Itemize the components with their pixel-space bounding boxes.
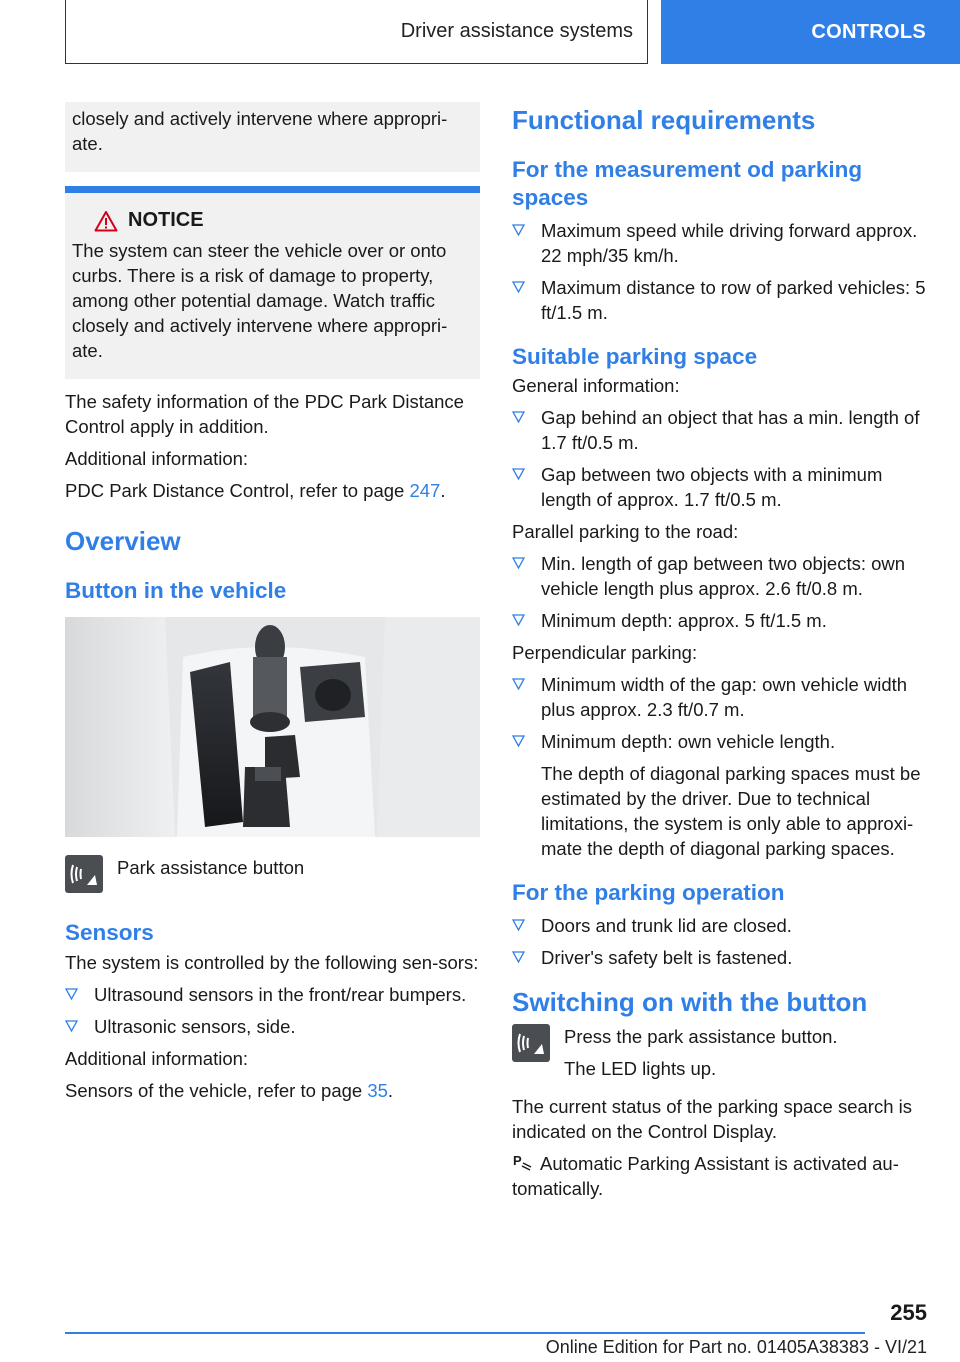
- triangle-bullet-icon: [512, 411, 525, 423]
- page-header: [0, 0, 960, 66]
- suitable-heading: Suitable parking space: [512, 344, 758, 369]
- triangle-bullet-icon: [512, 678, 525, 690]
- list-item: Gap between two objects with a minimum length of approx. 1.7 ft/0.5 m.: [512, 462, 932, 512]
- button-caption-row: [65, 855, 480, 893]
- switch-step-1: Press the park assistance button.: [564, 1026, 838, 1047]
- intro-text: closely and actively intervene where appropri-ate.: [72, 108, 448, 154]
- intro-box: [65, 102, 480, 172]
- pdc-reference: PDC Park Distance Control, refer to page 247.: [65, 480, 446, 501]
- triangle-bullet-icon: [512, 281, 525, 293]
- measurement-heading: For the measurement od parking spaces: [512, 157, 863, 210]
- list-item: Doors and trunk lid are closed.: [512, 913, 932, 938]
- center-console-image: [65, 617, 480, 837]
- parallel-list: [512, 551, 932, 633]
- triangle-bullet-icon: [512, 735, 525, 747]
- general-list: [512, 405, 932, 512]
- pdc-ref-text: PDC Park Distance Control, refer to page: [65, 480, 410, 501]
- switch-step-2: The LED lights up.: [564, 1058, 717, 1079]
- park-assist-button-icon: [65, 855, 103, 893]
- triangle-bullet-icon: [512, 951, 525, 963]
- pdc-page-link[interactable]: 247: [409, 480, 441, 501]
- list-item: Minimum depth: approx. 5 ft/1.5 m.: [512, 608, 932, 633]
- list-item: Driver's safety belt is fastened.: [512, 945, 932, 970]
- triangle-bullet-icon: [512, 557, 525, 569]
- list-item: Minimum width of the gap: own vehicle width plus approx. 2.3 ft/0.7 m.: [512, 672, 932, 722]
- sensors-ref-text: Sensors of the vehicle, refer to page: [65, 1080, 368, 1101]
- notice-title: NOTICE: [128, 209, 204, 231]
- footer-edition: Online Edition for Part no. 01405A38383 - VI/21: [545, 1337, 927, 1357]
- switch-step-row: [512, 1024, 932, 1081]
- sensors-reference: Sensors of the vehicle, refer to page 35.: [65, 1080, 394, 1101]
- chapter-tab[interactable]: CONTROLS: [661, 0, 960, 64]
- triangle-bullet-icon: [512, 919, 525, 931]
- list-item: Maximum speed while driving forward approx. 22 mph/35 km/h.: [512, 218, 932, 268]
- list-item: Min. length of gap between two objects: own vehicle length plus approx. 2.6 ft/0.8 m.: [512, 551, 932, 601]
- functional-heading: Functional requirements: [512, 105, 816, 135]
- triangle-bullet-icon: [65, 988, 78, 1000]
- perpendicular-note: The depth of diagonal parking spaces must be estimated by the driver. Due to technical limitations, the system is only able to approxi-mate the depth of diagonal parking spaces.: [541, 763, 921, 859]
- button-heading: Button in the vehicle: [65, 578, 287, 603]
- sensors-page-link[interactable]: 35: [367, 1080, 388, 1101]
- triangle-bullet-icon: [512, 468, 525, 480]
- triangle-bullet-icon: [512, 614, 525, 626]
- warning-icon: [94, 210, 118, 232]
- list-item: Gap behind an object that has a min. length of 1.7 ft/0.5 m.: [512, 405, 932, 455]
- list-item: Ultrasound sensors in the front/rear bumpers.: [65, 982, 480, 1007]
- notice-body: The system can steer the vehicle over or onto curbs. There is a risk of damage to property, among other potential damage. Watch traffic closely and actively intervene where appropri-ate.: [72, 240, 448, 361]
- auto-activation-text: P Automatic Parking Assistant is activated au-tomatically.: [512, 1153, 899, 1199]
- park-assist-button-icon: [512, 1024, 550, 1062]
- notice-heading: [72, 209, 472, 232]
- sensors-list: [65, 982, 480, 1039]
- sensors-heading: Sensors: [65, 920, 154, 945]
- svg-text:P: P: [513, 1153, 522, 1168]
- right-column: [512, 102, 932, 1201]
- perpendicular-list: [512, 672, 932, 861]
- switch-heading: Switching on with the button: [512, 987, 868, 1017]
- parallel-label: Parallel parking to the road:: [512, 521, 739, 542]
- general-label: General information:: [512, 375, 680, 396]
- sensors-additional: Additional information:: [65, 1048, 249, 1069]
- notice-box: [65, 186, 480, 379]
- list-item: Minimum depth: own vehicle length. The depth of diagonal parking spaces must be estimated by the driver. Due to technical limitations, the system is only able to approxi-mate the depth of diagonal parking spaces.: [512, 729, 932, 861]
- button-caption: Park assistance button: [117, 857, 305, 878]
- operation-list: [512, 913, 932, 970]
- triangle-bullet-icon: [65, 1020, 78, 1032]
- additional-label: Additional information:: [65, 448, 249, 469]
- list-item: Maximum distance to row of parked vehicles: 5 ft/1.5 m.: [512, 275, 932, 325]
- triangle-bullet-icon: [512, 224, 525, 236]
- sensors-intro: The system is controlled by the following sen-sors:: [65, 952, 479, 973]
- list-item: Ultrasonic sensors, side.: [65, 1014, 480, 1039]
- left-column: [65, 102, 480, 1103]
- safety-text: The safety information of the PDC Park Distance Control apply in addition.: [65, 391, 464, 437]
- section-title: Driver assistance systems: [65, 0, 648, 64]
- perpendicular-label: Perpendicular parking:: [512, 642, 698, 663]
- operation-heading: For the parking operation: [512, 880, 785, 905]
- console-photo: [65, 617, 480, 837]
- parking-assist-icon: [512, 1152, 534, 1172]
- page-number: 255: [890, 1300, 927, 1325]
- overview-heading: Overview: [65, 526, 181, 556]
- footer-divider: [65, 1332, 865, 1334]
- measurement-list: [512, 218, 932, 325]
- status-text: The current status of the parking space search is indicated on the Control Display.: [512, 1096, 913, 1142]
